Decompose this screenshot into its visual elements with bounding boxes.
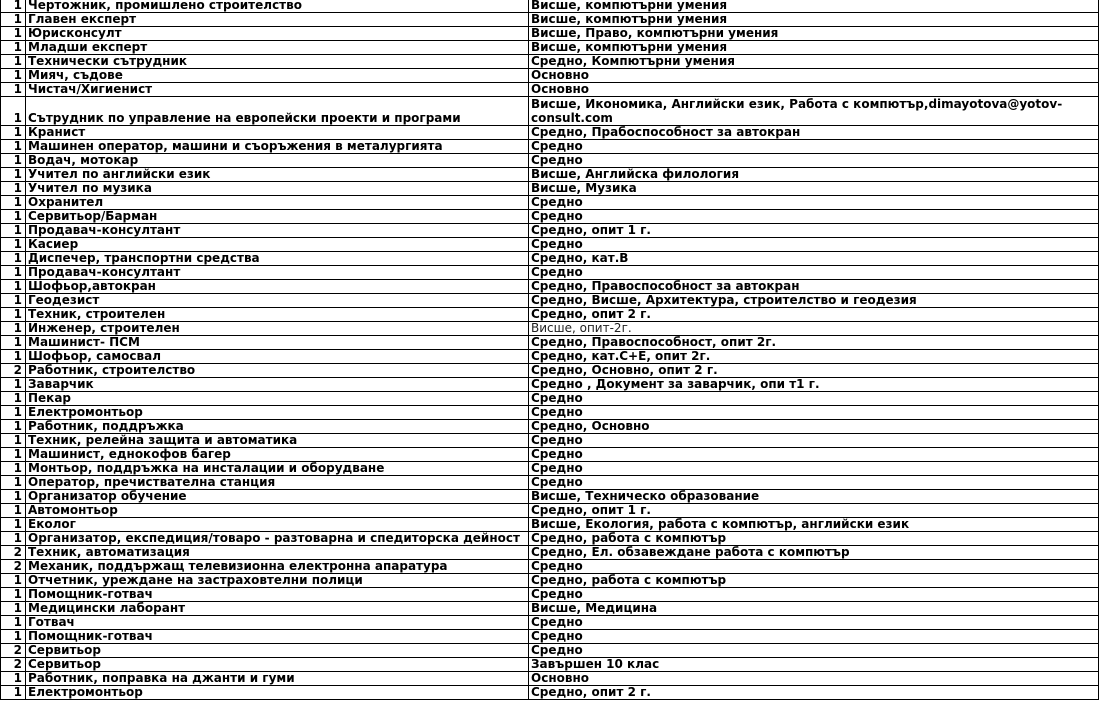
position-cell[interactable]: Сервитьор/Барман [26,210,529,224]
position-cell[interactable]: Юрисконсулт [26,27,529,41]
count-cell[interactable]: 2 [1,658,26,672]
count-cell[interactable]: 1 [1,448,26,462]
count-cell[interactable]: 1 [1,322,26,336]
requirements-cell[interactable]: Средно [529,588,1099,602]
table-row [1,55,1099,69]
count-cell[interactable]: 1 [1,630,26,644]
position-cell[interactable]: Шофьор, самосвал [26,350,529,364]
count-cell[interactable]: 1 [1,252,26,266]
count-cell[interactable]: 1 [1,55,26,69]
position-cell[interactable]: Отчетник, уреждане на застраховтелни полици [26,574,529,588]
position-cell[interactable]: Сътрудник по управление на европейски проекти и програми [26,97,529,126]
position-cell[interactable]: Организатор, експедиция/товаро - разтоварна и спедиторска дейност [26,532,529,546]
requirements-cell[interactable]: Средно, опит 2 г. [529,308,1099,322]
position-cell[interactable]: Медицински лаборант [26,602,529,616]
requirements-cell[interactable]: Средно [529,406,1099,420]
position-cell[interactable]: Чистач/Хигиенист [26,83,529,97]
position-cell[interactable]: Работник, строителство [26,364,529,378]
count-cell[interactable]: 1 [1,154,26,168]
count-cell[interactable]: 1 [1,420,26,434]
count-cell[interactable]: 1 [1,602,26,616]
requirements-cell[interactable]: Средно, Правоспособност, опит 2г. [529,336,1099,350]
requirements-cell[interactable]: Средно, Правоспособност за автокран [529,280,1099,294]
table-row [1,420,1099,434]
table-row [1,27,1099,41]
count-cell[interactable]: 1 [1,378,26,392]
table-row [1,41,1099,55]
table-row [1,602,1099,616]
table-row [1,83,1099,97]
requirements-cell[interactable]: Средно [529,644,1099,658]
table-row [1,224,1099,238]
count-cell[interactable]: 1 [1,490,26,504]
table-row [1,434,1099,448]
requirements-cell[interactable]: Висше, опит-2г. [529,322,1099,336]
count-cell[interactable]: 2 [1,560,26,574]
requirements-cell[interactable]: Средно, опит 1 г. [529,224,1099,238]
table-row [1,406,1099,420]
table-row [1,364,1099,378]
table-row [1,126,1099,140]
count-cell[interactable]: 1 [1,294,26,308]
requirements-cell[interactable]: Средно [529,448,1099,462]
requirements-cell[interactable]: Висше, Техническо образование [529,490,1099,504]
table-row [1,644,1099,658]
requirements-cell[interactable]: Средно [529,140,1099,154]
requirements-cell[interactable]: Средно, работа с компютър [529,574,1099,588]
count-cell[interactable]: 1 [1,83,26,97]
requirements-cell[interactable]: Висше, компютърни умения [529,0,1099,13]
requirements-cell[interactable]: Средно [529,462,1099,476]
count-cell[interactable]: 1 [1,574,26,588]
position-cell[interactable]: Механик, поддържащ телевизионна електронна апаратура [26,560,529,574]
table-row [1,588,1099,602]
requirements-cell[interactable]: Основно [529,672,1099,686]
position-cell[interactable]: Шофьор,автокран [26,280,529,294]
position-cell[interactable]: Електромонтьор [26,686,529,700]
requirements-cell[interactable]: Средно, Основно [529,420,1099,434]
table-row [1,532,1099,546]
position-cell[interactable]: Помощник-готвач [26,588,529,602]
table-row [1,182,1099,196]
count-cell[interactable]: 1 [1,518,26,532]
position-cell[interactable]: Организатор обучение [26,490,529,504]
position-cell[interactable]: Продавач-консултант [26,224,529,238]
table-row [1,630,1099,644]
position-cell[interactable]: Охранител [26,196,529,210]
count-cell[interactable]: 1 [1,686,26,700]
requirements-cell[interactable]: Завършен 10 клас [529,658,1099,672]
requirements-cell[interactable]: Средно, Основно, опит 2 г. [529,364,1099,378]
count-cell[interactable]: 1 [1,350,26,364]
table-row [1,616,1099,630]
count-cell[interactable]: 2 [1,546,26,560]
requirements-cell[interactable]: Висше, Икономика, Английски език, Работа с компютър,dimayotova@yotov-consult.com [529,97,1099,126]
count-cell[interactable]: 1 [1,504,26,518]
count-cell[interactable]: 1 [1,672,26,686]
table-row [1,322,1099,336]
count-cell[interactable]: 1 [1,0,26,13]
requirements-cell[interactable]: Средно, кат.С+Е, опит 2г. [529,350,1099,364]
count-cell[interactable]: 1 [1,462,26,476]
position-cell[interactable]: Техник, строителен [26,308,529,322]
requirements-cell[interactable]: Средно, опит 1 г. [529,504,1099,518]
count-cell[interactable]: 1 [1,616,26,630]
count-cell[interactable]: 1 [1,196,26,210]
table-row [1,658,1099,672]
requirements-cell[interactable]: Средно, работа с компютър [529,532,1099,546]
requirements-cell[interactable]: Висше, компютърни умения [529,41,1099,55]
requirements-cell[interactable]: Средно, опит 2 г. [529,686,1099,700]
table-row [1,518,1099,532]
position-cell[interactable]: Учител по английски език [26,168,529,182]
table-row [1,504,1099,518]
requirements-cell[interactable]: Средно, кат.В [529,252,1099,266]
table-row [1,336,1099,350]
count-cell[interactable]: 1 [1,224,26,238]
requirements-cell[interactable]: Средно [529,210,1099,224]
table-row [1,13,1099,27]
requirements-cell[interactable]: Средно , Документ за заварчик, опи т1 г. [529,378,1099,392]
position-cell[interactable]: Работник, поддръжка [26,420,529,434]
table-row [1,69,1099,83]
table-row [1,350,1099,364]
requirements-cell[interactable]: Средно [529,238,1099,252]
position-cell[interactable]: Водач, мотокар [26,154,529,168]
count-cell[interactable]: 1 [1,238,26,252]
requirements-cell[interactable]: Средно [529,196,1099,210]
count-cell[interactable]: 1 [1,41,26,55]
requirements-cell[interactable]: Висше, Музика [529,182,1099,196]
requirements-cell[interactable]: Средно [529,154,1099,168]
requirements-cell[interactable]: Висше, компютърни умения [529,13,1099,27]
table-row [1,392,1099,406]
position-cell[interactable]: Главен експерт [26,13,529,27]
position-cell[interactable]: Заварчик [26,378,529,392]
position-cell[interactable]: Мияч, съдове [26,69,529,83]
count-cell[interactable]: 1 [1,532,26,546]
table-row [1,294,1099,308]
position-cell[interactable]: Продавач-консултант [26,266,529,280]
position-cell[interactable]: Кранист [26,126,529,140]
position-cell[interactable]: Учител по музика [26,182,529,196]
count-cell[interactable]: 1 [1,308,26,322]
position-cell[interactable]: Технически сътрудник [26,55,529,69]
table-row [1,280,1099,294]
count-cell[interactable]: 1 [1,266,26,280]
count-cell[interactable]: 1 [1,182,26,196]
table-row [1,210,1099,224]
requirements-cell[interactable]: Основно [529,83,1099,97]
position-cell[interactable]: Еколог [26,518,529,532]
count-cell[interactable]: 1 [1,392,26,406]
requirements-cell[interactable]: Висше, Английска филология [529,168,1099,182]
count-cell[interactable]: 1 [1,13,26,27]
requirements-cell[interactable]: Средно, Прабоспособност за автокран [529,126,1099,140]
table-row [1,448,1099,462]
position-cell[interactable]: Оператор, пречиствателна станция [26,476,529,490]
table-row [1,266,1099,280]
position-cell[interactable]: Сервитьор [26,644,529,658]
requirements-cell[interactable]: Средно [529,434,1099,448]
requirements-cell[interactable]: Средно, Компютърни умения [529,55,1099,69]
count-cell[interactable]: 1 [1,434,26,448]
position-cell[interactable]: Инженер, строителен [26,322,529,336]
requirements-cell[interactable]: Висше, Екология, работа с компютър, английски език [529,518,1099,532]
requirements-cell[interactable]: Средно, Ел. обзавеждане работа с компютър [529,546,1099,560]
table-row [1,252,1099,266]
count-cell[interactable]: 1 [1,69,26,83]
requirements-cell[interactable]: Основно [529,69,1099,83]
count-cell[interactable]: 2 [1,644,26,658]
requirements-cell[interactable]: Средно [529,392,1099,406]
position-cell[interactable]: Автомонтьор [26,504,529,518]
position-cell[interactable]: Геодезист [26,294,529,308]
requirements-cell[interactable]: Висше, Медицина [529,602,1099,616]
position-cell[interactable]: Техник, релейна защита и автоматика [26,434,529,448]
count-cell[interactable]: 1 [1,210,26,224]
position-cell[interactable]: Готвач [26,616,529,630]
requirements-cell[interactable]: Висше, Право, компютърни умения [529,27,1099,41]
position-cell[interactable]: Електромонтьор [26,406,529,420]
position-cell[interactable]: Машинист, еднокофов багер [26,448,529,462]
position-cell[interactable]: Машинен оператор, машини и съоръжения в металургията [26,140,529,154]
position-cell[interactable]: Чертожник, промишлено строителство [26,0,529,13]
requirements-cell[interactable]: Средно [529,630,1099,644]
position-cell[interactable]: Диспечер, транспортни средства [26,252,529,266]
table-row [1,97,1099,126]
position-cell[interactable]: Касиер [26,238,529,252]
position-cell[interactable]: Младши експерт [26,41,529,55]
requirements-cell[interactable]: Средно [529,616,1099,630]
count-cell[interactable]: 1 [1,27,26,41]
table-row [1,308,1099,322]
jobs-table-body [1,0,1099,700]
table-row [1,462,1099,476]
table-row [1,168,1099,182]
count-cell[interactable]: 1 [1,336,26,350]
table-row [1,378,1099,392]
requirements-cell[interactable]: Средно [529,476,1099,490]
requirements-cell[interactable]: Средно [529,560,1099,574]
count-cell[interactable]: 1 [1,588,26,602]
table-row [1,672,1099,686]
table-row [1,490,1099,504]
table-row [1,154,1099,168]
position-cell[interactable]: Техник, автоматизация [26,546,529,560]
table-row [1,140,1099,154]
table-row [1,476,1099,490]
table-row [1,546,1099,560]
table-row [1,560,1099,574]
table-row [1,196,1099,210]
requirements-cell[interactable]: Средно [529,266,1099,280]
table-row [1,686,1099,700]
count-cell[interactable]: 1 [1,280,26,294]
requirements-cell[interactable]: Средно, Висше, Архитектура, строителство и геодезия [529,294,1099,308]
table-row [1,574,1099,588]
position-cell[interactable]: Работник, поправка на джанти и гуми [26,672,529,686]
position-cell[interactable]: Помощник-готвач [26,630,529,644]
count-cell[interactable]: 1 [1,126,26,140]
position-cell[interactable]: Машинист- ПСМ [26,336,529,350]
count-cell[interactable]: 1 [1,406,26,420]
table-row [1,238,1099,252]
table-row [1,0,1099,13]
count-cell[interactable]: 1 [1,97,26,126]
count-cell[interactable]: 2 [1,364,26,378]
position-cell[interactable]: Монтьор, поддръжка на инсталации и оборудване [26,462,529,476]
count-cell[interactable]: 1 [1,140,26,154]
position-cell[interactable]: Пекар [26,392,529,406]
count-cell[interactable]: 1 [1,168,26,182]
count-cell[interactable]: 1 [1,476,26,490]
position-cell[interactable]: Сервитьор [26,658,529,672]
